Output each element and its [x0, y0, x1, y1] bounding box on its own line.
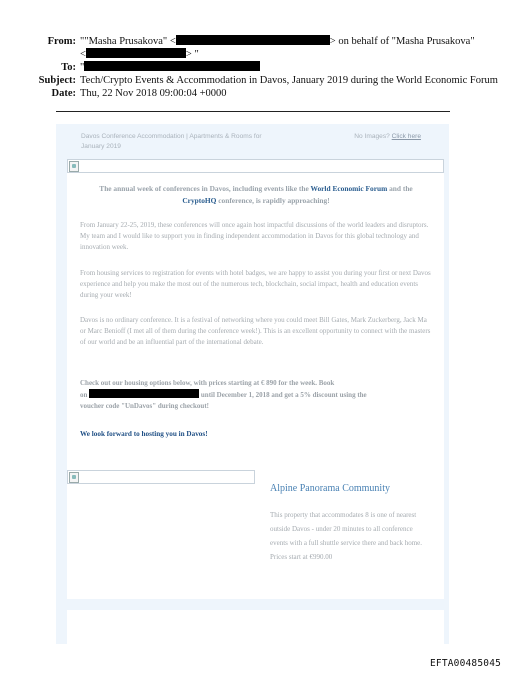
redaction-bar — [176, 35, 330, 45]
next-property-card — [67, 610, 444, 644]
lead-paragraph — [92, 183, 420, 207]
preheader-title: Davos Conference Accommodation | Apartments & Rooms for January 2019 — [81, 133, 262, 150]
from-label: From: — [47, 36, 76, 47]
from-open: < — [80, 49, 86, 60]
redaction-bar — [84, 61, 260, 71]
to-label: To: — [61, 62, 76, 73]
cryptohq-link[interactable]: CryptoHQ — [182, 196, 217, 205]
date-value: Thu, 22 Nov 2018 09:00:04 +0000 — [80, 88, 227, 99]
from-value-line2 — [80, 48, 199, 61]
date-label: Date: — [51, 88, 76, 99]
from-behalf: > on behalf of "Masha Prusakova" — [329, 36, 475, 47]
closing-line: We look forward to hosting you in Davos! — [80, 430, 208, 438]
broken-image-icon — [69, 161, 79, 172]
networking-paragraph: Davos is no ordinary conference. It is a festival of networking where you could meet Bill Gates, Mark Zuckerberg, Jack Ma or Marc Benioff (I met all of them during the conference week!). This is an excellent opportunity to connect with the masters of our world and be an influential part of the international debate. — [80, 316, 431, 346]
property-description: This property that accommodates 8 is one of nearest outside Davos - under 20 minutes to all conference events with a full shuttle service there and back home. Prices start at €990.00 — [270, 511, 423, 561]
subject-value: Tech/Crypto Events & Accommodation in Davos, January 2019 during the World Economic Forum — [80, 75, 498, 86]
lead-text: conference, is rapidly approaching! — [216, 196, 330, 205]
property-title[interactable]: Alpine Panorama Community — [270, 483, 390, 494]
lead-text: and the — [387, 184, 413, 193]
offer-line-1: Check out our housing options below, with prices starting at € 890 for the week. Book — [80, 379, 335, 387]
intro-paragraph: From January 22-25, 2019, these conferences will once again host impactful discussions of the world leaders and disruptors. My team and I would like to support you in finding independent accommodation in Davos for this global technology and innovation week. — [80, 221, 429, 251]
from-value — [80, 35, 475, 48]
offer-on: on — [80, 391, 88, 399]
broken-image-icon — [69, 472, 79, 483]
header-divider — [56, 111, 450, 112]
offer-until: until December 1, 2018 and get a 5% discount using the — [200, 391, 367, 399]
offer-line-2 — [80, 389, 432, 401]
redaction-bar — [89, 389, 199, 398]
offer-paragraph — [80, 378, 432, 412]
from-name: ""Masha Prusakova" < — [80, 36, 176, 47]
from-close: > " — [185, 49, 199, 60]
subject-label: Subject: — [38, 75, 76, 86]
to-value — [80, 61, 260, 74]
lead-text: The annual week of conferences in Davos, including events like the — [99, 184, 311, 193]
email-body — [56, 124, 449, 644]
no-images-text: No Images? — [354, 133, 390, 140]
wef-link[interactable]: World Economic Forum — [310, 184, 388, 193]
no-images-notice — [354, 132, 421, 142]
services-paragraph: From housing services to registration for events with hotel badges, we are happy to assist you during your first or next Davos experience and help you make the most out of the numerous tech, blockchain, social impact, health and education events during your week! — [80, 269, 431, 299]
bates-number: EFTA00485045 — [430, 658, 502, 669]
header-image-placeholder — [67, 159, 444, 173]
redaction-bar — [86, 48, 186, 58]
property-card — [67, 468, 444, 599]
to-quote: " — [80, 62, 85, 73]
property-image-placeholder[interactable] — [67, 470, 255, 484]
offer-line-3: voucher code "UnDavos" during checkout! — [80, 402, 209, 410]
click-here-link[interactable]: Click here — [391, 133, 421, 140]
